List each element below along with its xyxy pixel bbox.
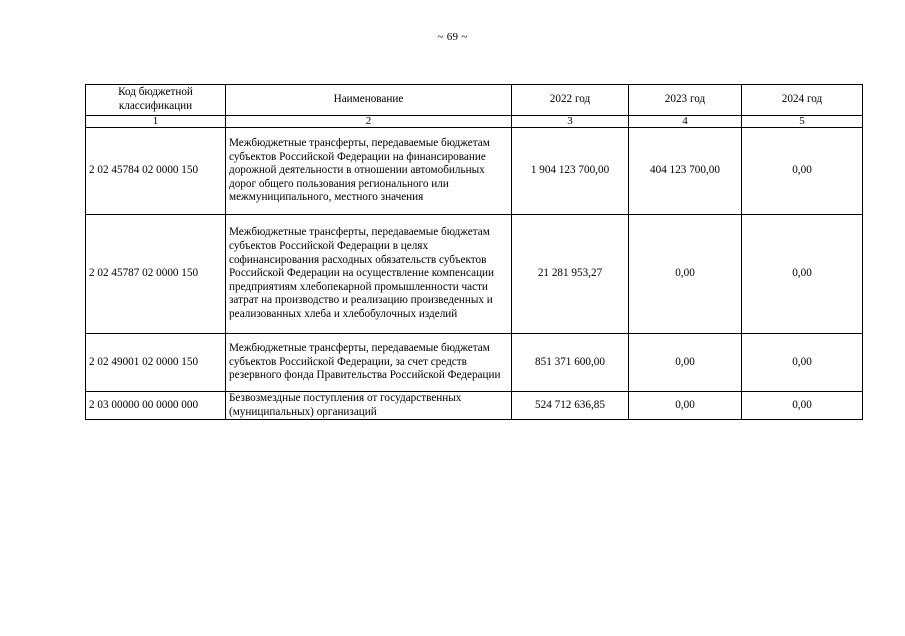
column-number-row: [86, 116, 863, 128]
header-2023: 2023 год: [629, 85, 742, 116]
table-row: [86, 334, 863, 392]
amount-2022: 851 371 600,00: [512, 334, 629, 392]
amount-2024: 0,00: [742, 215, 863, 334]
amount-2022: 524 712 636,85: [512, 392, 629, 420]
column-number: 2: [226, 116, 512, 128]
amount-2023: 0,00: [629, 392, 742, 420]
amount-2024: 0,00: [742, 128, 863, 215]
header-code: Код бюджетной классификации: [86, 85, 226, 116]
table-header-row: [86, 85, 863, 116]
amount-2024: 0,00: [742, 392, 863, 420]
amount-2024: 0,00: [742, 334, 863, 392]
column-number: 4: [629, 116, 742, 128]
item-name: Межбюджетные трансферты, передаваемые бюджетам субъектов Российской Федерации на финансирование дорожной деятельности в отношении автомобильных дорог общего пользования регионального или межмуниципального, местного значения: [226, 128, 512, 215]
header-2022: 2022 год: [512, 85, 629, 116]
column-number: 5: [742, 116, 863, 128]
amount-2023: 404 123 700,00: [629, 128, 742, 215]
item-name: Межбюджетные трансферты, передаваемые бюджетам субъектов Российской Федерации в целях софинансирования расходных обязательств субъектов Российской Федерации на осуществление компенсации предприятиям хлебопекарной промышленности части затрат на производство и реализацию произведенных и реализованных хлеба и хлебобулочных изделий: [226, 215, 512, 334]
column-number: 1: [86, 116, 226, 128]
item-name: Безвозмездные поступления от государственных (муниципальных) организаций: [226, 392, 512, 420]
table-row: [86, 128, 863, 215]
amount-2023: 0,00: [629, 334, 742, 392]
column-number: 3: [512, 116, 629, 128]
budget-revenue-table: [85, 84, 863, 420]
classification-code: 2 02 45784 02 0000 150: [86, 128, 226, 215]
page-number: ~ 69 ~: [437, 31, 468, 43]
table-row: [86, 215, 863, 334]
item-name: Межбюджетные трансферты, передаваемые бюджетам субъектов Российской Федерации, за счет средств резервного фонда Правительства Российской Федерации: [226, 334, 512, 392]
header-2024: 2024 год: [742, 85, 863, 116]
amount-2022: 1 904 123 700,00: [512, 128, 629, 215]
amount-2023: 0,00: [629, 215, 742, 334]
table-row: [86, 392, 863, 420]
amount-2022: 21 281 953,27: [512, 215, 629, 334]
classification-code: 2 02 45787 02 0000 150: [86, 215, 226, 334]
classification-code: 2 03 00000 00 0000 000: [86, 392, 226, 420]
header-name: Наименование: [226, 85, 512, 116]
classification-code: 2 02 49001 02 0000 150: [86, 334, 226, 392]
